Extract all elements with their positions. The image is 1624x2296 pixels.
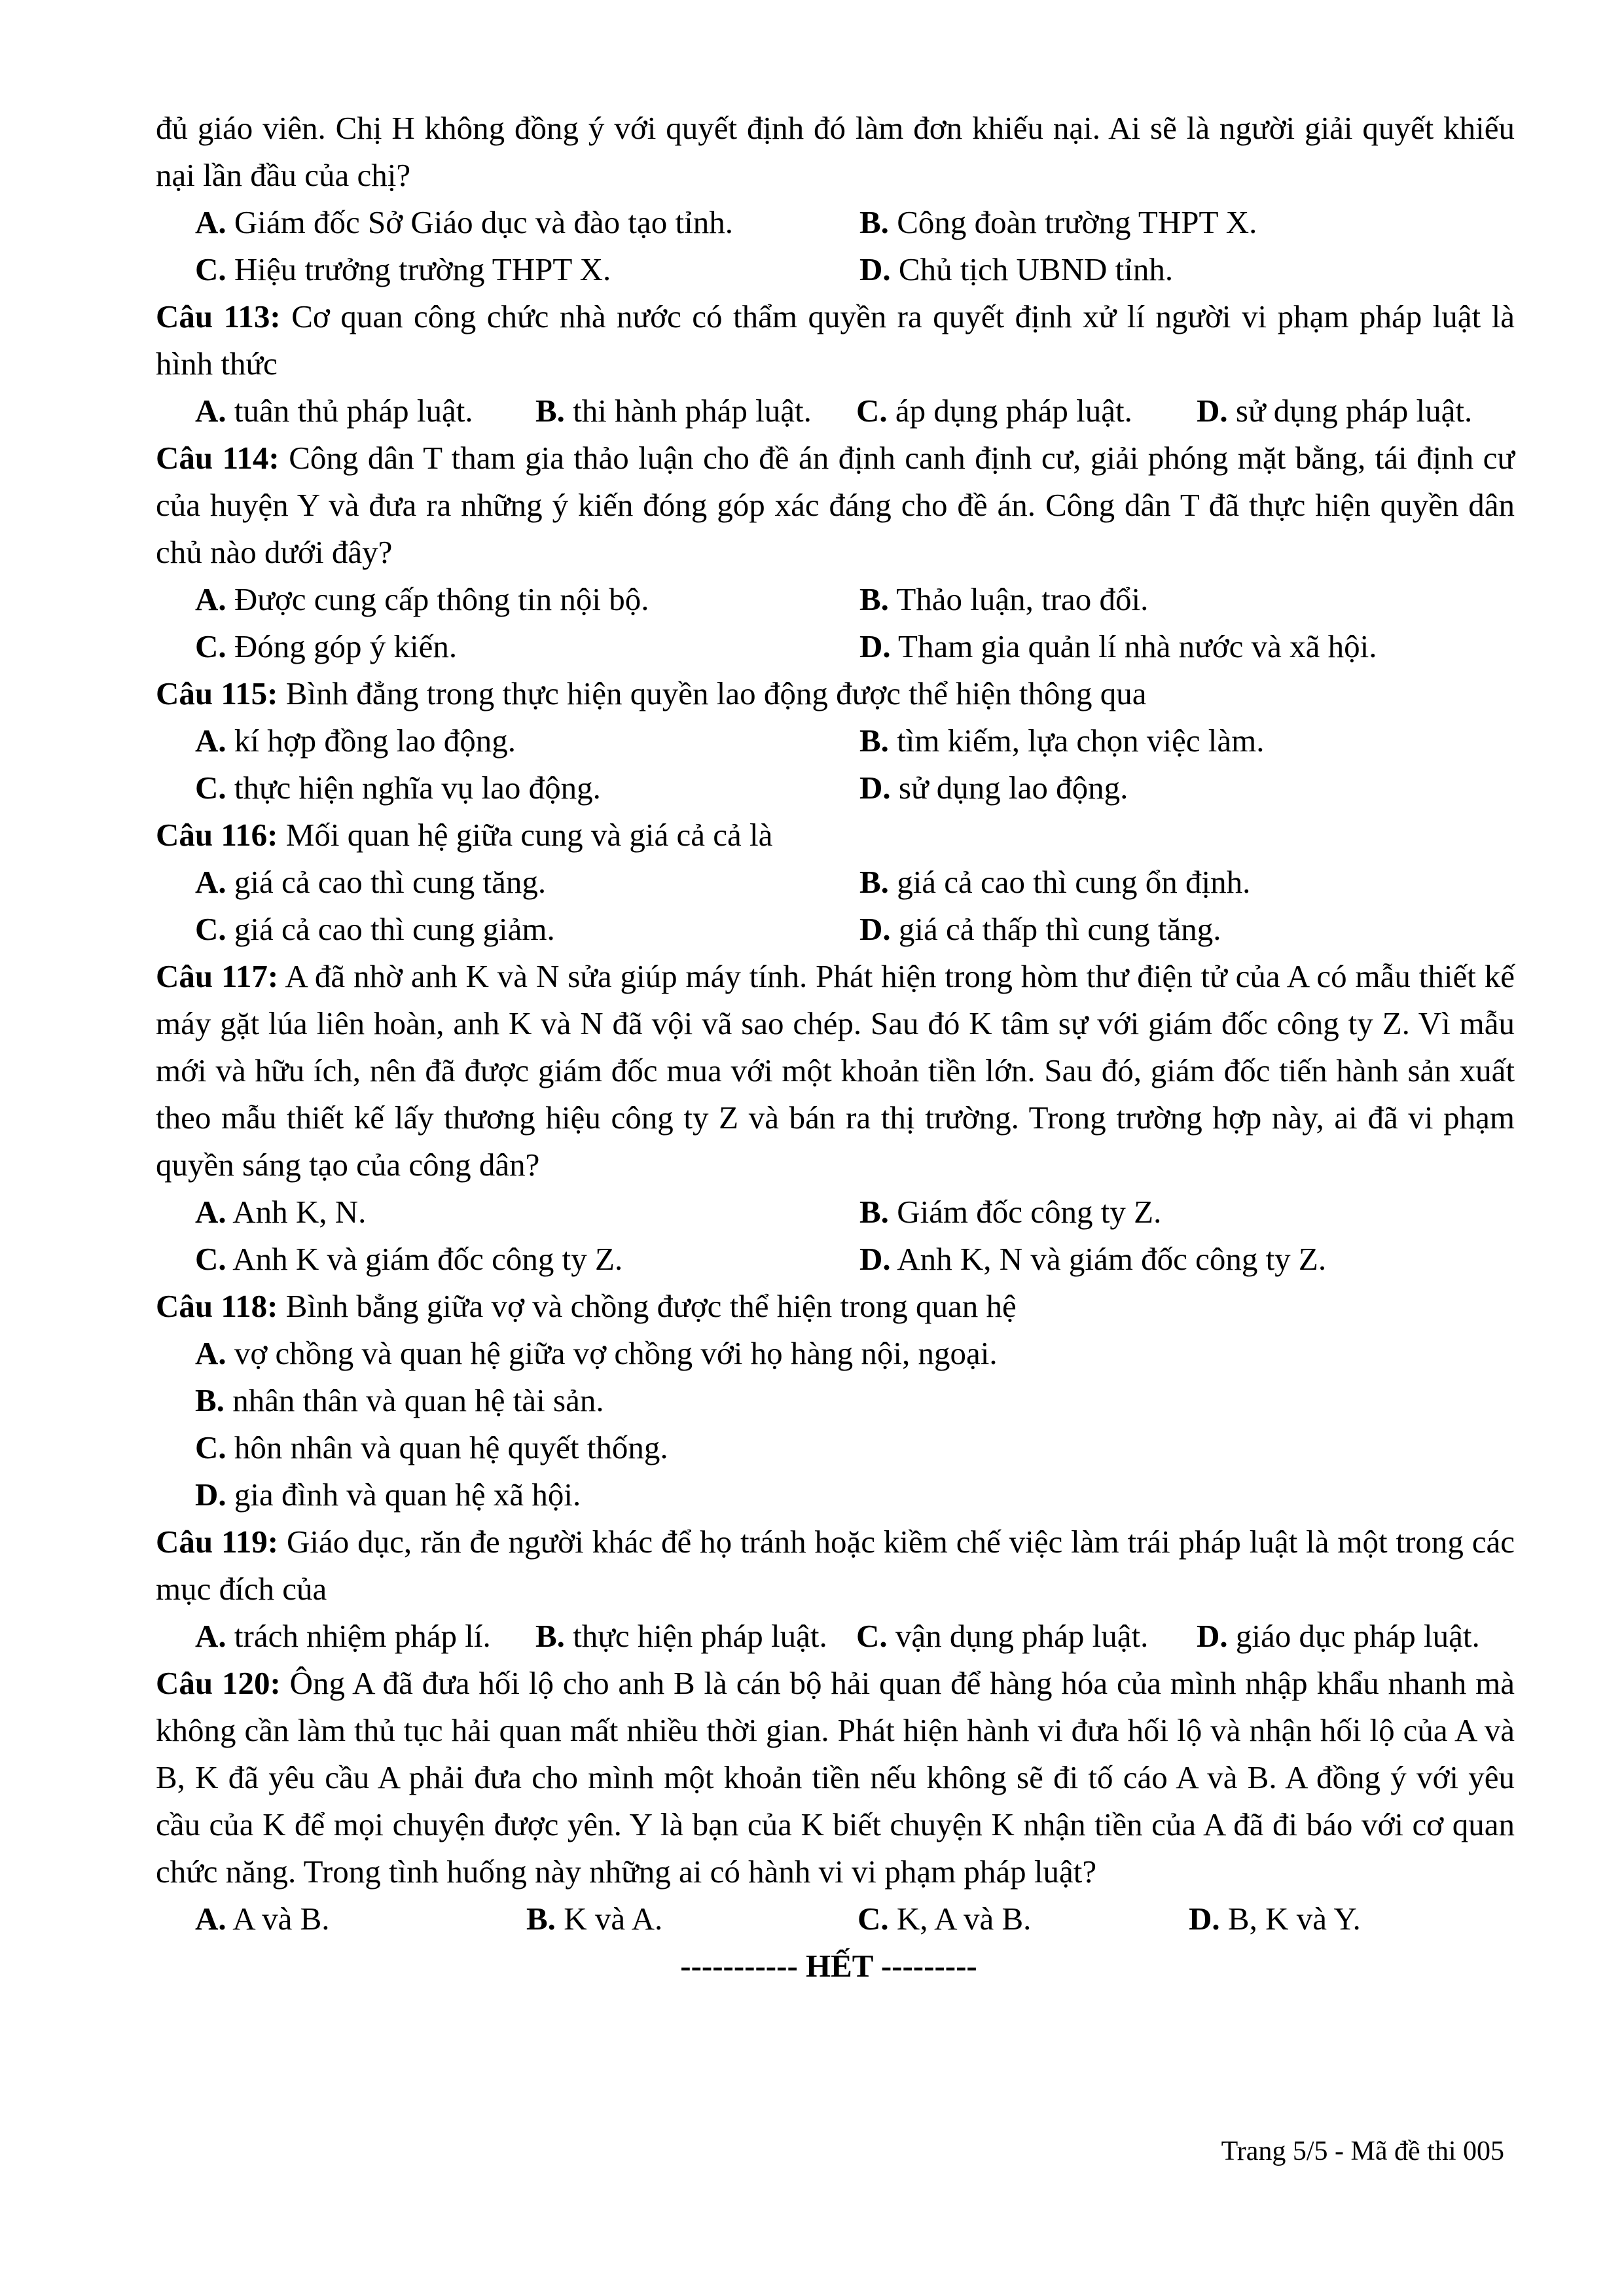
option-c[interactable]: C. Hiệu trưởng trường THPT X.: [195, 251, 611, 287]
option-d[interactable]: D. B, K và Y.: [1189, 1901, 1361, 1937]
option-a[interactable]: A. trách nhiệm pháp lí.: [195, 1618, 491, 1654]
question-118-options: [156, 1330, 1515, 1518]
question-114: Câu 114: Công dân T tham gia thảo luận cho đề án định canh định cư, giải phóng mặt bằng, tái định cư của huyện Y và đưa ra những ý kiến đóng góp xác đáng cho đề án. Công dân T đã thực hiện quyền dân chủ nào dưới đây?: [156, 440, 1515, 570]
option-a[interactable]: A. kí hợp đồng lao động.: [195, 723, 516, 759]
option-b[interactable]: B. Thảo luận, trao đổi.: [859, 581, 1149, 617]
option-b[interactable]: B. nhân thân và quan hệ tài sản.: [195, 1382, 604, 1418]
question-113-options: [156, 387, 1515, 435]
option-d[interactable]: D. Tham gia quản lí nhà nước và xã hội.: [859, 628, 1377, 664]
question-113: Câu 113: Cơ quan công chức nhà nước có thẩm quyền ra quyết định xử lí người vi phạm pháp luật là hình thức: [156, 298, 1515, 382]
option-c[interactable]: C. vận dụng pháp luật.: [856, 1618, 1149, 1654]
option-d[interactable]: D. giá cả thấp thì cung tăng.: [859, 911, 1221, 947]
question-119: Câu 119: Giáo dục, răn đe người khác để họ tránh hoặc kiềm chế việc làm trái pháp luật là một trong các mục đích của: [156, 1524, 1515, 1607]
option-d[interactable]: D. Anh K, N và giám đốc công ty Z.: [859, 1241, 1327, 1277]
option-a[interactable]: A. Được cung cấp thông tin nội bộ.: [195, 581, 649, 617]
option-c[interactable]: C. hôn nhân và quan hệ quyết thống.: [195, 1429, 668, 1465]
option-c[interactable]: C. áp dụng pháp luật.: [856, 393, 1132, 429]
question-115-options: [156, 717, 1515, 812]
question-114-options: [156, 576, 1515, 670]
question-117-options: [156, 1189, 1515, 1283]
option-a[interactable]: A. Anh K, N.: [195, 1194, 367, 1230]
question-117: Câu 117: A đã nhờ anh K và N sửa giúp máy tính. Phát hiện trong hòm thư điện tử của A có mẫu thiết kế máy gặt lúa liên hoàn, anh K và N đã vội vã sao chép. Sau đó K tâm sự với giám đốc công ty Z. Vì mẫu mới và hữu ích, nên đã được giám đốc mua với một khoản tiền lớn. Sau đó, giám đốc tiến hành sản xuất theo mẫu thiết kế lấy thương hiệu công ty Z và bán ra thị trường. Trong trường hợp này, ai đã vi phạm quyền sáng tạo của công dân?: [156, 958, 1515, 1183]
option-b[interactable]: B. thực hiện pháp luật.: [535, 1618, 827, 1654]
end-marker: ----------- HẾT ---------: [680, 1948, 977, 1984]
option-b[interactable]: B. K và A.: [526, 1901, 663, 1937]
option-d[interactable]: D. gia đình và quan hệ xã hội.: [195, 1477, 581, 1513]
option-d[interactable]: D. Chủ tịch UBND tỉnh.: [859, 251, 1174, 287]
option-a[interactable]: A. A và B.: [195, 1901, 330, 1937]
option-a[interactable]: A. Giám đốc Sở Giáo dục và đào tạo tỉnh.: [195, 204, 733, 240]
intro-options: [156, 199, 1515, 293]
option-c[interactable]: C. thực hiện nghĩa vụ lao động.: [195, 770, 601, 806]
option-a[interactable]: A. vợ chồng và quan hệ giữa vợ chồng với họ hàng nội, ngoại.: [195, 1335, 998, 1371]
question-118: Câu 118: Bình bẳng giữa vợ và chồng được thể hiện trong quan hệ: [156, 1288, 1017, 1324]
option-a[interactable]: A. giá cả cao thì cung tăng.: [195, 864, 547, 900]
option-c[interactable]: C. Anh K và giám đốc công ty Z.: [195, 1241, 623, 1277]
exam-page: [156, 105, 1515, 1990]
option-c[interactable]: C. giá cả cao thì cung giảm.: [195, 911, 555, 947]
question-119-options: [156, 1613, 1515, 1660]
question-120: Câu 120: Ông A đã đưa hối lộ cho anh B là cán bộ hải quan để hàng hóa của mình nhập khẩu nhanh mà không cần làm thủ tục hải quan mất nhiều thời gian. Phát hiện hành vi đưa hối lộ và nhận hối lộ của A và B, K đã yêu cầu A phải đưa cho mình một khoản tiền nếu không sẽ đi tố cáo A và B. A đồng ý với yêu cầu của K để mọi chuyện được yên. Y là bạn của K biết chuyện K nhận tiền của A đã đi báo với cơ quan chức năng. Trong tình huống này những ai có hành vi vi phạm pháp luật?: [156, 1665, 1515, 1890]
option-c[interactable]: C. K, A và B.: [857, 1901, 1032, 1937]
option-b[interactable]: B. Giám đốc công ty Z.: [859, 1194, 1162, 1230]
question-115: Câu 115: Bình đẳng trong thực hiện quyền lao động được thể hiện thông qua: [156, 675, 1147, 711]
option-b[interactable]: B. thi hành pháp luật.: [535, 393, 812, 429]
option-b[interactable]: B. giá cả cao thì cung ổn định.: [859, 864, 1251, 900]
page-footer: Trang 5/5 - Mã đề thi 005: [1221, 2136, 1504, 2166]
question-116: Câu 116: Mối quan hệ giữa cung và giá cả cả là: [156, 817, 773, 853]
option-b[interactable]: B. Công đoàn trường THPT X.: [859, 204, 1257, 240]
option-b[interactable]: B. tìm kiếm, lựa chọn việc làm.: [859, 723, 1265, 759]
option-d[interactable]: D. giáo dục pháp luật.: [1197, 1618, 1480, 1654]
option-d[interactable]: D. sử dụng pháp luật.: [1197, 393, 1473, 429]
question-120-options: [156, 1895, 1515, 1943]
question-116-options: [156, 859, 1515, 953]
option-a[interactable]: A. tuân thủ pháp luật.: [195, 393, 473, 429]
option-c[interactable]: C. Đóng góp ý kiến.: [195, 628, 458, 664]
intro-text: đủ giáo viên. Chị H không đồng ý với quyết định đó làm đơn khiếu nại. Ai sẽ là người giải quyết khiếu nại lần đầu của chị?: [156, 110, 1515, 193]
option-d[interactable]: D. sử dụng lao động.: [859, 770, 1128, 806]
